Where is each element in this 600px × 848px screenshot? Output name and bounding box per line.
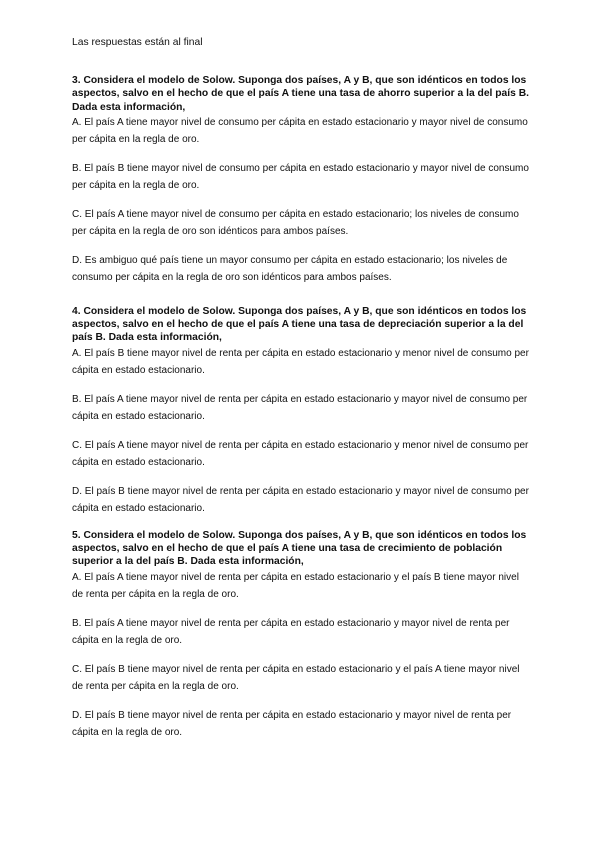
- option-b: B. El país A tiene mayor nivel de renta per cápita en estado estacionario y mayor nivel de consumo per cápita en estado estacionario.: [72, 393, 528, 423]
- question-5: [72, 529, 532, 742]
- option-d: D. Es ambiguo qué país tiene un mayor consumo per cápita en estado estacionario; los niveles de consumo per cápita en la regla de oro son idénticos para ambos países.: [72, 254, 508, 284]
- option-d: D. El país B tiene mayor nivel de renta per cápita en estado estacionario y mayor nivel de renta per cápita en la regla de oro.: [72, 709, 512, 739]
- option-d: D. El país B tiene mayor nivel de renta per cápita en estado estacionario y mayor nivel de consumo per cápita en estado estacionario.: [72, 485, 529, 515]
- option-c: C. El país A tiene mayor nivel de renta per cápita en estado estacionario y menor nivel de consumo per cápita en estado estacionario.: [72, 439, 529, 469]
- question-4: [72, 305, 532, 518]
- header-note: Las respuestas están al final: [72, 37, 203, 48]
- option-a: A. El país A tiene mayor nivel de renta per cápita en estado estacionario y el país B tiene mayor nivel de renta per cápita en la regla de oro.: [72, 571, 519, 601]
- option-a: A. El país B tiene mayor nivel de renta per cápita en estado estacionario y menor nivel de consumo per cápita en estado estacionario.: [72, 347, 529, 377]
- option-b: B. El país B tiene mayor nivel de consumo per cápita en estado estacionario y mayor nivel de consumo per cápita en la regla de oro.: [72, 162, 529, 192]
- option-b: B. El país A tiene mayor nivel de renta per cápita en estado estacionario y mayor nivel de renta per cápita en la regla de oro.: [72, 617, 510, 647]
- option-a: A. El país A tiene mayor nivel de consumo per cápita en estado estacionario y mayor nivel de consumo per cápita en la regla de oro.: [72, 116, 528, 146]
- question-text: 3. Considera el modelo de Solow. Suponga dos países, A y B, que son idénticos en todos los aspectos, salvo en el hecho de que el país A tiene una tasa de ahorro superior a la del país B. Dada esta información,: [72, 75, 530, 113]
- option-c: C. El país B tiene mayor nivel de renta per cápita en estado estacionario y el país A tiene mayor nivel de renta per cápita en la regla de oro.: [72, 663, 520, 693]
- document-page: [72, 36, 532, 753]
- question-text: 4. Considera el modelo de Solow. Suponga dos países, A y B, que son idénticos en todos los aspectos, salvo en el hecho de que el país A tiene una tasa de depreciación superior a la del país B. Dada esta información,: [72, 305, 527, 344]
- question-3: [72, 74, 532, 287]
- option-c: C. El país A tiene mayor nivel de consumo per cápita en estado estacionario; los niveles de consumo per cápita en la regla de oro son idénticos para ambos países.: [72, 208, 519, 238]
- question-text: 5. Considera el modelo de Solow. Suponga dos países, A y B, que son idénticos en todos los aspectos, salvo en el hecho de que el país A tiene una tasa de crecimiento de población superior a la del país B. Dada esta información,: [72, 529, 527, 568]
